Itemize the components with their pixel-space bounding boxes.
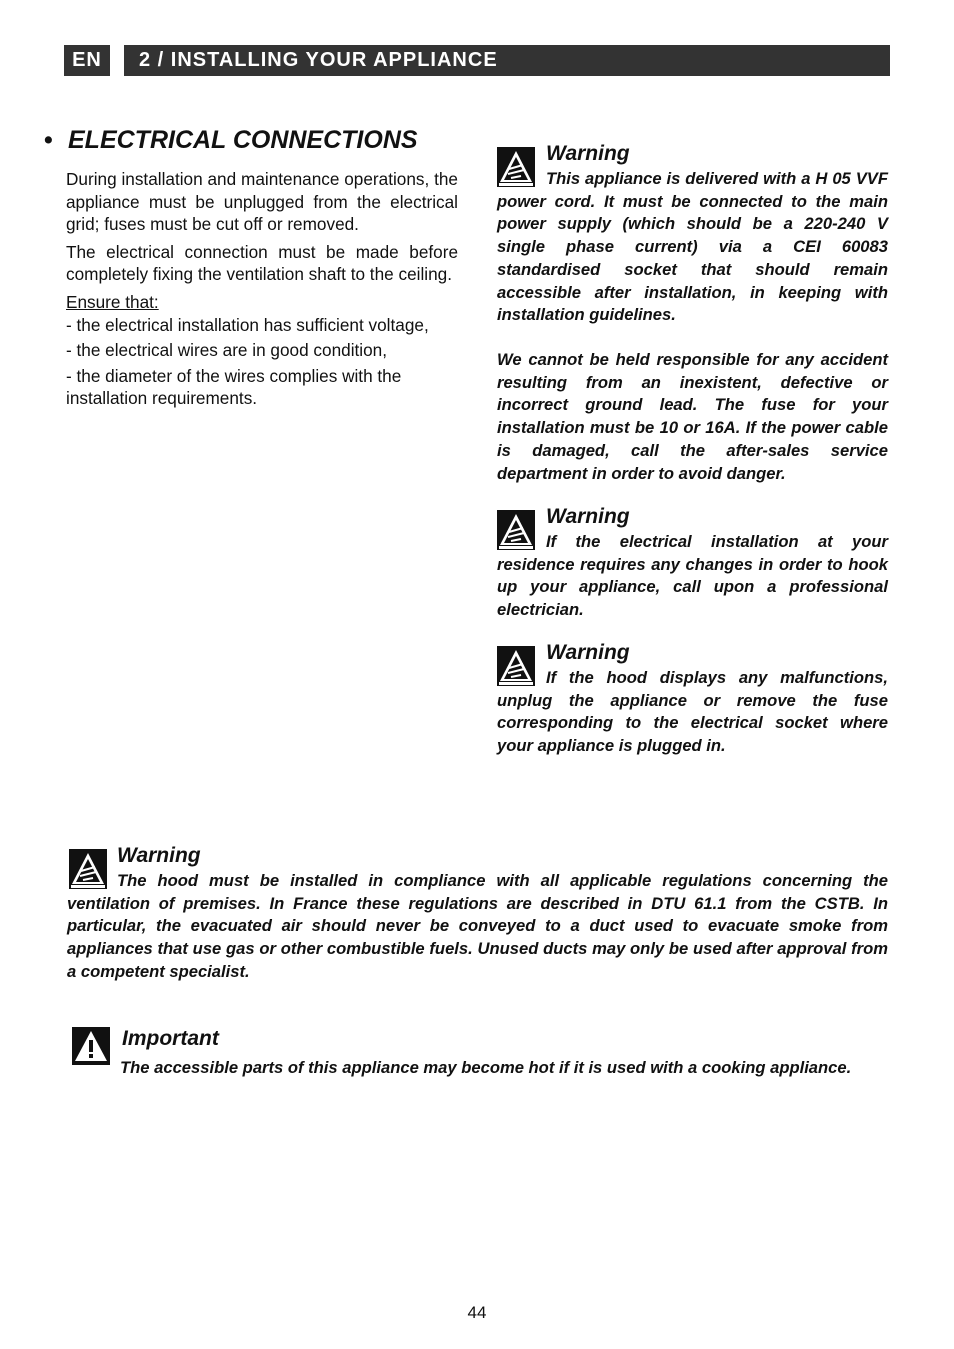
left-column (66, 168, 458, 413)
list-item: - the electrical wires are in good condition, (66, 340, 387, 361)
list-item: - the electrical installation has sufficient voltage, (66, 314, 429, 335)
language-badge: EN (64, 45, 110, 76)
paragraph-connection: The electrical connection must be made before completely fixing the ventilation shaft to the ceiling. (66, 241, 458, 285)
warning-title: Warning (546, 641, 630, 664)
paragraph-unplug: During installation and maintenance operations, the appliance must be unplugged from the electrical grid; fuses must be cut off or removed. (66, 169, 458, 235)
warning-body: If the hood displays any malfunctions, unplug the appliance or remove the fuse corresponding to the electrical socket where your appliance is plugged in. (497, 668, 888, 756)
warning-title: Warning (546, 505, 630, 528)
page-title (44, 126, 418, 155)
bullet-icon: • (44, 126, 53, 154)
warning-body-responsibility: We cannot be held responsible for any accident resulting from an inexistent, defective or incorrect ground lead. The fuse for your installation must be 10 or 16A. If the power cable is damaged, call the after-sales service department in order to avoid danger. (497, 350, 888, 483)
warning-body: If the electrical installation at your residence requires any changes in order to hook up your appliance, call upon a professional electrician. (497, 532, 888, 620)
warning-body: This appliance is delivered with a H 05 VVF power cord. It must be connected to the main power supply (which should be a 220-240 V single phase current) via a CEI 60083 standardised socket that should remain accessible after installation, in keeping with installation guidelines. (497, 169, 888, 325)
important-body: The accessible parts of this appliance may become hot if it is used with a cooking appliance. (120, 1058, 852, 1077)
warning-body: The hood must be installed in compliance with all applicable regulations concerning the ventilation of premises. In France these regulations are described in DTU 61.1 from the CSTB. In particular, the evacuated air should never be conveyed to a duct used to evacuate smoke from appliances that use gas or other combustible fuels. Unused ducts may only be used after approval from a competent specialist. (67, 871, 888, 981)
warning-title: Warning (117, 844, 201, 867)
page-title-text: ELECTRICAL CONNECTIONS (68, 126, 418, 154)
section-header-label: 2 / INSTALLING YOUR APPLIANCE (139, 49, 498, 71)
important-title: Important (122, 1027, 219, 1050)
warning-title: Warning (546, 142, 630, 165)
section-header (124, 45, 890, 76)
ensure-label: Ensure that: (66, 291, 159, 312)
list-item: - the diameter of the wires complies with the installation requirements. (66, 365, 402, 409)
page-number: 44 (467, 1303, 487, 1322)
